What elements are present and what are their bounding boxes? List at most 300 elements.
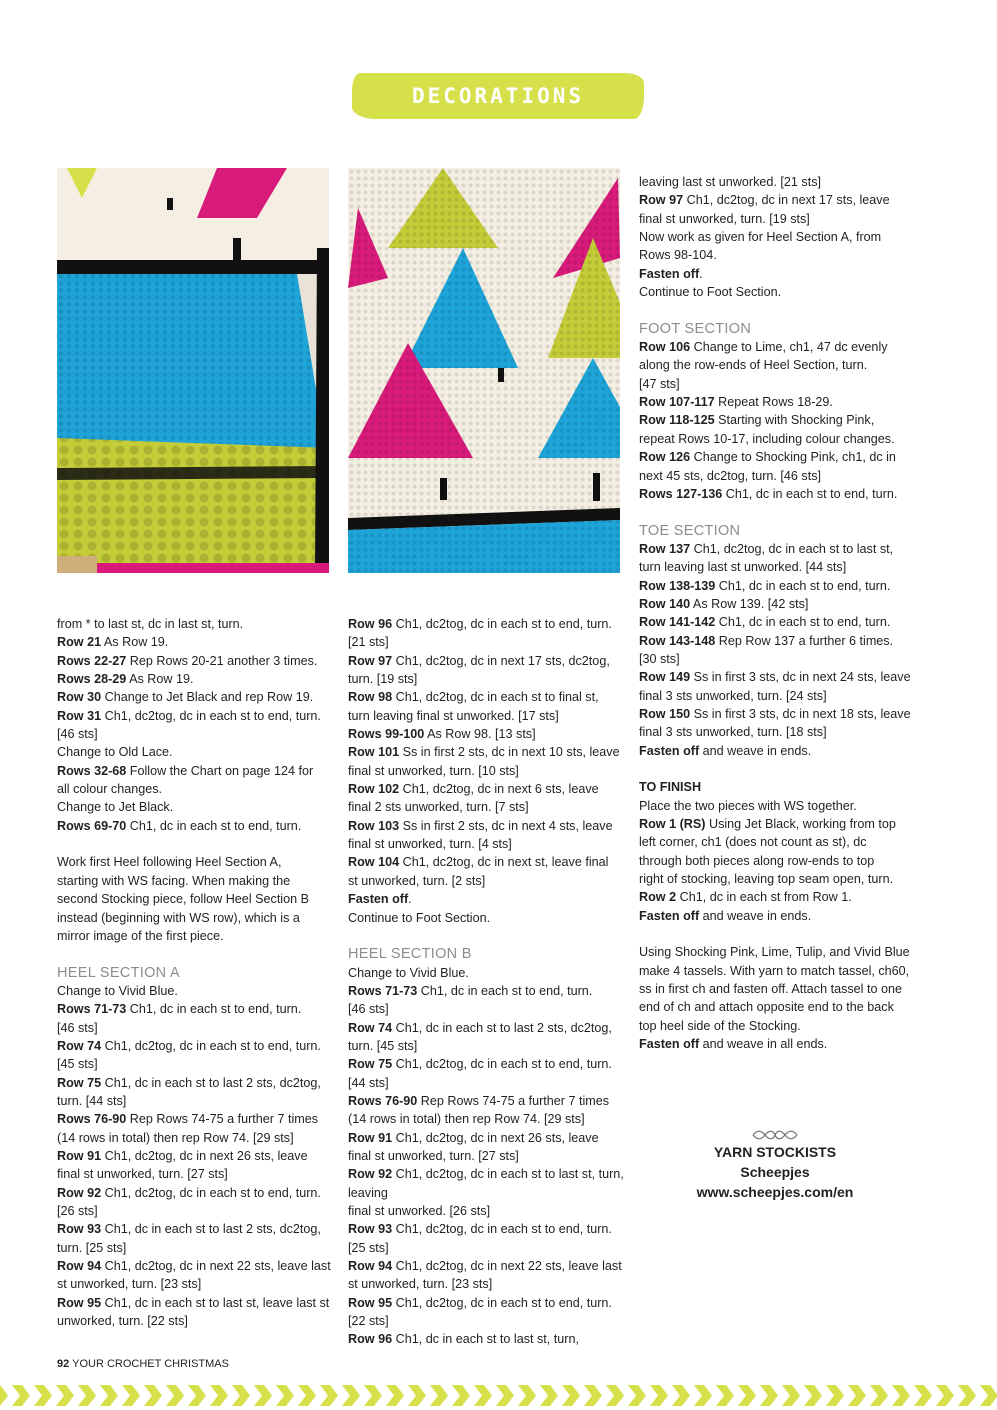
- instruction-line: [639, 723, 919, 741]
- instruction-line: [57, 1110, 333, 1128]
- row-text: through both pieces along row-ends to top: [639, 853, 875, 868]
- instruction-line: [348, 670, 624, 688]
- instruction-line: [57, 688, 333, 706]
- section-heading: TOE SECTION: [639, 522, 741, 539]
- row-text: Ch1, dc2tog, dc in next 17 sts, dc2tog,: [392, 653, 610, 668]
- row-label: Row 74: [57, 1038, 102, 1053]
- row-text: Using Jet Black, working from top: [705, 817, 896, 832]
- row-label: Row 94: [57, 1259, 102, 1274]
- row-text: Ch1, dc2tog, dc in each st to end, turn.: [392, 1295, 612, 1310]
- row-label: Row 75: [348, 1057, 393, 1072]
- instruction-line: [639, 338, 919, 356]
- instruction-line: [57, 927, 333, 945]
- row-text: and weave in ends.: [699, 743, 812, 758]
- instruction-line: [57, 909, 333, 927]
- row-label: Fasten off: [639, 1037, 700, 1052]
- instruction-line: [639, 1017, 919, 1035]
- instruction-line: [639, 265, 919, 283]
- spacer: [639, 760, 919, 778]
- instruction-line: [57, 1239, 333, 1257]
- section-heading: TO FINISH: [639, 780, 702, 795]
- instruction-line: [348, 688, 624, 706]
- row-text: Ch1, dc2tog, dc in each st to end, turn.: [392, 617, 612, 631]
- instruction-line: [57, 780, 333, 798]
- row-label: Row 138-139: [639, 578, 716, 593]
- instruction-line: [57, 817, 333, 835]
- instruction-line: [348, 1092, 624, 1110]
- instruction-line: [57, 1019, 333, 1037]
- instruction-line: [639, 173, 919, 191]
- spacer: [57, 945, 333, 963]
- row-text: Ss in first 3 sts, dc in next 18 sts, leave: [690, 706, 911, 721]
- instruction-line: [57, 1074, 333, 1092]
- row-text: Ch1, dc2tog, dc in next 26 sts, leave: [392, 1130, 599, 1145]
- row-text: Ch1, dc in each st to end, turn.: [417, 983, 593, 998]
- instruction-line: [348, 853, 624, 871]
- instruction-line: [639, 980, 919, 998]
- stocking-tree-pattern-photo: [348, 168, 620, 573]
- row-label: Fasten off: [639, 266, 700, 281]
- instruction-line: [639, 595, 919, 613]
- row-text: starting with WS facing. When making the: [57, 873, 291, 888]
- instruction-line: [639, 228, 919, 246]
- row-text: mirror image of the first piece.: [57, 928, 224, 943]
- instruction-line: [348, 633, 624, 651]
- row-text: Using Shocking Pink, Lime, Tulip, and Vivid Blue: [639, 945, 910, 960]
- row-text: turn leaving last st unworked. [44 sts]: [639, 560, 847, 575]
- row-label: Row 97: [639, 193, 684, 208]
- instruction-line: [57, 1147, 333, 1165]
- row-label: Row 2: [639, 890, 677, 905]
- row-text: [22 sts]: [348, 1314, 389, 1329]
- row-text: Ch1, dc2tog, dc in each st to end, turn.: [392, 1222, 612, 1237]
- instruction-line: [57, 1037, 333, 1055]
- instruction-line: [57, 670, 333, 688]
- row-text: Ch1, dc in each st to last 2 sts, dc2tog,: [392, 1020, 612, 1035]
- row-text: st unworked, turn. [23 sts]: [57, 1277, 202, 1292]
- row-text: Now work as given for Heel Section A, from: [639, 230, 882, 245]
- instruction-line: [639, 705, 919, 723]
- row-label: Row 93: [348, 1222, 393, 1237]
- row-text: along the row-ends of Heel Section, turn.: [639, 358, 868, 373]
- instruction-line: [639, 870, 919, 888]
- section-heading: HEEL SECTION A: [57, 964, 180, 981]
- row-text: Ch1, dc2tog, dc in next 22 sts, leave last: [101, 1259, 331, 1274]
- row-text: [26 sts]: [57, 1204, 98, 1218]
- instruction-line: [348, 1239, 624, 1257]
- instruction-line: [639, 393, 919, 411]
- instruction-line: [348, 909, 624, 927]
- instruction-line: [639, 448, 919, 466]
- row-label: Rows 28-29: [57, 672, 127, 687]
- instruction-line: [57, 982, 333, 1000]
- row-label: Rows 32-68: [57, 763, 127, 778]
- row-label: Row 106: [639, 340, 691, 355]
- section-banner: [352, 73, 644, 119]
- row-text: final 2 sts unworked, turn. [7 sts]: [348, 800, 529, 815]
- section-heading: FOOT SECTION: [639, 320, 752, 337]
- instruction-line: [639, 430, 919, 448]
- instruction-line: [348, 817, 624, 835]
- row-text: Ch1, dc2tog, dc in each st to end, turn.: [101, 1038, 321, 1053]
- row-label: Row 91: [57, 1148, 102, 1163]
- row-label: Fasten off: [348, 892, 409, 907]
- page-number: 92: [57, 1358, 70, 1370]
- row-label: Row 107-117: [639, 395, 715, 410]
- instruction-line: [639, 283, 919, 301]
- row-label: Row 91: [348, 1130, 393, 1145]
- instruction-line: [348, 1275, 624, 1293]
- section-title: DECORATIONS: [411, 84, 585, 108]
- row-text: end of ch and attach opposite end to the back: [639, 1000, 894, 1015]
- row-text: turn. [25 sts]: [57, 1240, 127, 1255]
- instruction-line: [639, 998, 919, 1016]
- instruction-line: [57, 1129, 333, 1147]
- instruction-line: [639, 577, 919, 595]
- instruction-line: [348, 1294, 624, 1312]
- instruction-line: [57, 707, 333, 725]
- instruction-line: [57, 853, 333, 871]
- instruction-line: [639, 558, 919, 576]
- row-text: As Row 19.: [126, 672, 194, 687]
- row-label: Row 101: [348, 745, 400, 760]
- row-text: Ch1, dc2tog, dc in each st to end, turn.: [101, 708, 321, 723]
- instruction-line: [639, 485, 919, 503]
- instruction-line: [639, 668, 919, 686]
- row-text: [45 sts]: [57, 1057, 98, 1072]
- instruction-line: [57, 1055, 333, 1073]
- row-text: Work first Heel following Heel Section A,: [57, 855, 282, 870]
- row-label: Row 95: [348, 1295, 393, 1310]
- stockists-url[interactable]: www.scheepjes.com/en: [696, 1184, 854, 1200]
- row-label: Row 118-125: [639, 413, 715, 428]
- instruction-line: [57, 1275, 333, 1293]
- row-text: .: [408, 892, 412, 907]
- row-label: Row 150: [639, 706, 691, 721]
- instruction-line: [57, 1092, 333, 1110]
- row-label: Rows 99-100: [348, 727, 425, 742]
- row-text: As Row 98. [13 sts]: [424, 727, 536, 742]
- row-text: final 3 sts unworked, turn. [18 sts]: [639, 725, 827, 740]
- row-text: and weave in ends.: [699, 908, 812, 923]
- row-text: Follow the Chart on page 124 for: [126, 763, 314, 778]
- row-text: Ch1, dc2tog, dc in each st to end, turn.: [392, 1057, 612, 1072]
- instruction-line: [639, 191, 919, 209]
- row-label: Rows 71-73: [57, 1002, 127, 1017]
- row-text: final st unworked, turn. [4 sts]: [348, 837, 512, 852]
- row-text: instead (beginning with WS row), which is a: [57, 910, 300, 925]
- row-text: [46 sts]: [57, 727, 98, 742]
- row-label: Row 104: [348, 855, 400, 870]
- instruction-line: [348, 872, 624, 890]
- row-label: Fasten off: [639, 908, 700, 923]
- row-text: Rep Row 137 a further 6 times.: [715, 633, 894, 648]
- row-label: Row 31: [57, 708, 102, 723]
- row-text: [47 sts]: [639, 376, 680, 391]
- row-text: Ch1, dc2tog, dc in each st to last st,: [690, 541, 894, 556]
- instruction-line: [639, 650, 919, 668]
- instruction-line: [639, 962, 919, 980]
- stockists-brand: Scheepjes: [740, 1164, 810, 1180]
- spacer: [639, 301, 919, 319]
- instruction-line: [639, 943, 919, 961]
- row-text: turn. [44 sts]: [57, 1093, 127, 1108]
- row-text: Place the two pieces with WS together.: [639, 798, 857, 813]
- row-label: Row 93: [57, 1222, 102, 1237]
- row-text: [21 sts]: [348, 635, 389, 650]
- instruction-line: [348, 707, 624, 725]
- row-text: final 3 sts unworked, turn. [24 sts]: [639, 688, 827, 703]
- row-label: Row 96: [348, 1332, 393, 1347]
- row-text: Ch1, dc in each st to last st, turn,: [392, 1332, 579, 1347]
- row-text: Ch1, dc in each st to end, turn.: [722, 486, 898, 501]
- text-column-1: [57, 615, 333, 1330]
- instruction-line: [348, 1165, 624, 1202]
- text-column-3: [639, 173, 919, 1054]
- row-label: Row 97: [348, 653, 393, 668]
- row-text: Change to Shocking Pink, ch1, dc in: [690, 450, 896, 465]
- instruction-line: [57, 652, 333, 670]
- row-text: Ch1, dc in each st to last 2 sts, dc2tog,: [101, 1222, 321, 1237]
- row-text: ss in first ch and fasten off. Attach tassel to one: [639, 982, 902, 997]
- instruction-line: [348, 780, 624, 798]
- row-text: [30 sts]: [639, 651, 680, 666]
- instruction-line: [57, 1257, 333, 1275]
- instruction-line: [348, 835, 624, 853]
- row-text: (14 rows in total) then rep Row 74. [29 sts]: [348, 1112, 585, 1127]
- spacer: [57, 835, 333, 853]
- row-label: Row 102: [348, 782, 400, 797]
- row-text: Ch1, dc in each st to end, turn.: [126, 1002, 302, 1017]
- instruction-line: [348, 1312, 624, 1330]
- instruction-line: [348, 982, 624, 1000]
- instruction-line: [57, 743, 333, 761]
- row-text: Change to Jet Black and rep Row 19.: [101, 690, 314, 705]
- instruction-line: [348, 964, 624, 982]
- instruction-line: [57, 633, 333, 651]
- instruction-line: [348, 1330, 624, 1348]
- row-label: Rows 22-27: [57, 653, 127, 668]
- row-text: top heel side of the Stocking.: [639, 1018, 801, 1033]
- instruction-line: [348, 1074, 624, 1092]
- row-label: Row 149: [639, 670, 691, 685]
- row-text: Change to Vivid Blue.: [348, 965, 469, 980]
- row-label: Row 30: [57, 690, 102, 705]
- instruction-line: [348, 890, 624, 908]
- page-footer: [57, 1358, 229, 1370]
- instruction-line: [639, 411, 919, 429]
- row-label: Row 21: [57, 635, 102, 650]
- instruction-line: [57, 1165, 333, 1183]
- row-text: turn leaving final st unworked. [17 sts]: [348, 708, 559, 723]
- row-text: leaving last st unworked. [21 sts]: [639, 175, 822, 189]
- row-text: left corner, ch1 (does not count as st), dc: [639, 835, 867, 850]
- stocking-heel-photo: [57, 168, 329, 573]
- row-label: Row 92: [348, 1167, 393, 1182]
- row-text: right of stocking, leaving top seam open, turn.: [639, 872, 894, 887]
- row-text: Ch1, dc2tog, dc in each st to end, turn.: [101, 1185, 321, 1200]
- row-text: [46 sts]: [57, 1020, 98, 1035]
- instruction-line: [57, 890, 333, 908]
- row-text: Ch1, dc2tog, dc in each st to last st, turn, leaving: [348, 1167, 624, 1200]
- instruction-line: [639, 632, 919, 650]
- row-text: Rep Rows 20-21 another 3 times.: [126, 653, 318, 668]
- instruction-line: [348, 1037, 624, 1055]
- instruction-line: [639, 852, 919, 870]
- row-text: As Row 19.: [101, 635, 169, 650]
- instruction-line: [639, 687, 919, 705]
- row-text: repeat Rows 10-17, including colour changes.: [639, 431, 895, 446]
- row-text: Change to Jet Black.: [57, 800, 174, 815]
- row-label: Rows 76-90: [348, 1093, 418, 1108]
- instruction-line: [348, 725, 624, 743]
- instruction-line: [348, 1055, 624, 1073]
- row-text: Ss in first 3 sts, dc in next 24 sts, leave: [690, 670, 911, 685]
- row-label: Row 74: [348, 1020, 393, 1035]
- row-label: Row 126: [639, 450, 691, 465]
- instruction-line: [57, 1202, 333, 1220]
- instruction-line: [639, 1035, 919, 1053]
- instruction-line: [57, 798, 333, 816]
- row-text: Ch1, dc2tog, dc in next 6 sts, leave: [399, 782, 599, 797]
- row-label: Rows 76-90: [57, 1112, 127, 1127]
- row-label: Row 98: [348, 690, 393, 705]
- row-text: second Stocking piece, follow Heel Section B: [57, 892, 310, 907]
- row-text: Ch1, dc2tog, dc in next 26 sts, leave: [101, 1148, 308, 1163]
- instruction-line: [348, 1147, 624, 1165]
- instruction-line: [639, 375, 919, 393]
- row-label: Rows 69-70: [57, 818, 127, 833]
- instruction-line: [639, 210, 919, 228]
- row-text: turn. [45 sts]: [348, 1038, 418, 1053]
- row-text: Rep Rows 74-75 a further 7 times: [126, 1112, 319, 1127]
- row-label: Row 95: [57, 1295, 102, 1310]
- instruction-line: [639, 815, 919, 833]
- stockists-heading: YARN STOCKISTS: [713, 1144, 837, 1160]
- instruction-line: [348, 1129, 624, 1147]
- instruction-line: [348, 652, 624, 670]
- instruction-line: [57, 762, 333, 780]
- row-text: Ch1, dc in each st to end, turn.: [715, 615, 891, 630]
- row-label: Fasten off: [639, 743, 700, 758]
- row-text: Ch1, dc in each st to end, turn.: [126, 818, 302, 833]
- row-text: Starting with Shocking Pink,: [714, 413, 875, 428]
- row-text: Rep Rows 74-75 a further 7 times: [417, 1093, 610, 1108]
- row-text: Rows 98-104.: [639, 248, 717, 263]
- row-text: Ch1, dc in each st to last 2 sts, dc2tog,: [101, 1075, 321, 1090]
- spacer: [639, 503, 919, 521]
- instruction-line: [57, 1220, 333, 1238]
- instruction-line: [348, 1202, 624, 1220]
- ornament-icon: [751, 1130, 799, 1140]
- chevron-border: [0, 1381, 997, 1410]
- row-text: Ch1, dc in each st to end, turn.: [715, 578, 891, 593]
- instruction-line: [639, 613, 919, 631]
- row-text: Repeat Rows 18-29.: [714, 395, 833, 410]
- instruction-line: [348, 762, 624, 780]
- row-text: final st unworked, turn. [27 sts]: [348, 1148, 519, 1163]
- instruction-line: [348, 1000, 624, 1018]
- row-text: unworked, turn. [22 sts]: [57, 1314, 188, 1329]
- section-heading: HEEL SECTION B: [348, 946, 472, 963]
- instruction-line: [57, 1184, 333, 1202]
- instruction-line: [639, 907, 919, 925]
- row-label: Rows 127-136: [639, 486, 723, 501]
- instruction-line: [639, 833, 919, 851]
- row-text: Change to Old Lace.: [57, 745, 173, 760]
- instruction-line: [348, 1110, 624, 1128]
- row-text: and weave in all ends.: [699, 1037, 828, 1052]
- row-text: Ch1, dc2tog, dc in next 17 sts, leave: [683, 193, 890, 208]
- instruction-line: [639, 246, 919, 264]
- row-label: Row 143-148: [639, 633, 716, 648]
- row-text: final st unworked, turn. [10 sts]: [348, 763, 519, 778]
- row-label: Row 141-142: [639, 615, 716, 630]
- row-text: Continue to Foot Section.: [639, 285, 782, 300]
- yarn-stockists: [660, 1130, 890, 1202]
- row-text: final st unworked, turn. [19 sts]: [639, 211, 810, 226]
- row-text: Change to Lime, ch1, 47 dc evenly: [690, 340, 888, 355]
- instruction-line: [348, 798, 624, 816]
- row-label: Row 140: [639, 596, 691, 611]
- instruction-line: [348, 743, 624, 761]
- row-text: Ch1, dc2tog, dc in each st to final st,: [392, 690, 599, 705]
- instruction-line: [57, 725, 333, 743]
- row-label: Row 94: [348, 1259, 393, 1274]
- row-text: Ss in first 2 sts, dc in next 4 sts, leave: [399, 818, 613, 833]
- row-text: from * to last st, dc in last st, turn.: [57, 617, 244, 631]
- row-text: As Row 139. [42 sts]: [690, 596, 809, 611]
- instruction-line: [57, 615, 333, 633]
- row-label: Row 75: [57, 1075, 102, 1090]
- row-label: Row 96: [348, 617, 393, 631]
- row-text: Change to Vivid Blue.: [57, 983, 178, 998]
- row-text: next 45 sts, dc2tog, turn. [46 sts]: [639, 468, 822, 483]
- instruction-line: [348, 615, 624, 633]
- instruction-line: [57, 1294, 333, 1312]
- instruction-line: [57, 1312, 333, 1330]
- row-text: Ch1, dc in each st from Row 1.: [676, 890, 852, 905]
- instruction-line: [639, 467, 919, 485]
- row-text: Ch1, dc2tog, dc in next 22 sts, leave last: [392, 1259, 622, 1274]
- row-text: [44 sts]: [348, 1075, 389, 1090]
- instruction-line: [348, 1257, 624, 1275]
- row-text: final st unworked. [26 sts]: [348, 1204, 491, 1218]
- instruction-line: [57, 872, 333, 890]
- text-column-2: [348, 615, 624, 1349]
- row-text: make 4 tassels. With yarn to match tassel, ch60,: [639, 963, 910, 978]
- row-text: st unworked, turn. [23 sts]: [348, 1277, 493, 1292]
- instruction-line: [639, 540, 919, 558]
- instruction-line: [348, 1220, 624, 1238]
- row-text: Continue to Foot Section.: [348, 910, 491, 925]
- instruction-line: [57, 1000, 333, 1018]
- row-label: Row 92: [57, 1185, 102, 1200]
- row-text: .: [699, 266, 703, 281]
- row-text: Ch1, dc in each st to last st, leave last st: [101, 1295, 330, 1310]
- row-text: all colour changes.: [57, 782, 163, 797]
- instruction-line: [639, 356, 919, 374]
- row-text: final st unworked, turn. [27 sts]: [57, 1167, 228, 1182]
- spacer: [348, 927, 624, 945]
- row-label: Row 103: [348, 818, 400, 833]
- row-text: turn. [19 sts]: [348, 672, 418, 687]
- instruction-line: [639, 797, 919, 815]
- spacer: [639, 925, 919, 943]
- instruction-line: [639, 742, 919, 760]
- instruction-line: [348, 1019, 624, 1037]
- row-text: st unworked, turn. [2 sts]: [348, 873, 486, 888]
